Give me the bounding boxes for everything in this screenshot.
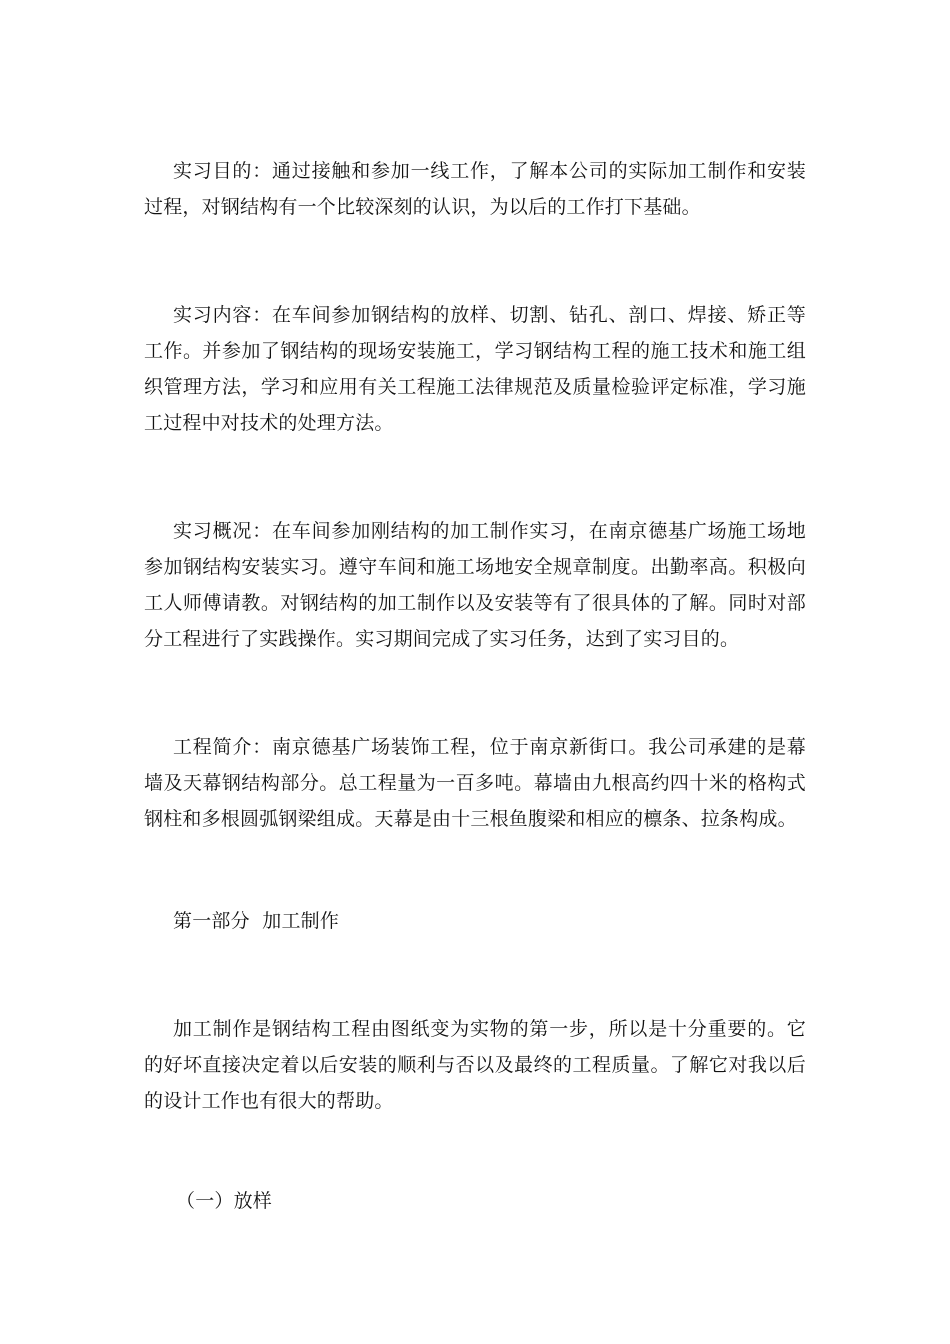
section-heading-part-one: 第一部分 加工制作 — [173, 910, 340, 932]
paragraph-internship-overview: 实习概况：在车间参加刚结构的加工制作实习，在南京德基广场施工场地参加钢结构安装实习。遵守车间和施工场地安全规章制度。出勤率高。积极向工人师傅请教。对钢结构的加工制作以及安装等有了很具体的了解。同时对部分工程进行了实践操作。实习期间完成了实习任务，达到了实习目的。 — [144, 520, 806, 650]
paragraph-internship-purpose: 实习目的：通过接触和参加一线工作，了解本公司的实际加工制作和安装过程，对钢结构有一个比较深刻的认识，为以后的工作打下基础。 — [144, 160, 806, 218]
paragraph-fabrication-intro: 加工制作是钢结构工程由图纸变为实物的第一步，所以是十分重要的。它的好坏直接决定着以后安装的顺利与否以及最终的工程质量。了解它对我以后的设计工作也有很大的帮助。 — [144, 1018, 806, 1112]
paragraph-internship-content: 实习内容：在车间参加钢结构的放样、切割、钻孔、剖口、焊接、矫正等工作。并参加了钢结构的现场安装施工，学习钢结构工程的施工技术和施工组织管理方法，学习和应用有关工程施工法律规范及质量检验评定标准，学习施工过程中对技术的处理方法。 — [144, 304, 806, 434]
subsection-heading-layout: （一）放样 — [176, 1190, 273, 1212]
paragraph-project-intro: 工程简介：南京德基广场装饰工程，位于南京新街口。我公司承建的是幕墙及天幕钢结构部分。总工程量为一百多吨。幕墙由九根高约四十米的格构式钢柱和多根圆弧钢梁组成。天幕是由十三根鱼腹梁和相应的檩条、拉条构成。 — [144, 736, 806, 830]
